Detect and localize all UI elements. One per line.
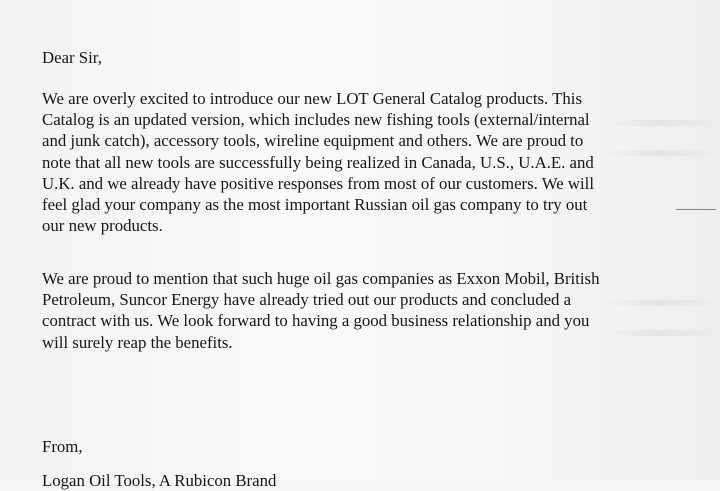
letter-signature: Logan Oil Tools, A Rubicon Brand (42, 471, 277, 490)
paragraph-2-line: contract with us. We look forward to having a good business relationship and you (42, 311, 590, 331)
paragraph-1-line: U.K. and we already have positive responses from most of our customers. We will (42, 173, 594, 193)
paragraph-2-line: will surely reap the benefits. (42, 332, 233, 352)
paragraph-1-line: note that all new tools are successfully being realized in Canada, U.S., U.A.E. and (42, 152, 594, 172)
paragraph-1-line: our new products. (42, 216, 163, 236)
letter-paragraph-2 (42, 268, 702, 353)
paragraph-1-line: Catalog is an updated version, which includes new fishing tools (external/internal (42, 110, 590, 130)
paragraph-1-line: feel glad your company as the most important Russian oil gas company to try out (42, 195, 588, 215)
paragraph-2-line: Petroleum, Suncor Energy have already tried out our products and concluded a (42, 290, 572, 310)
paragraph-1-line: We are overly excited to introduce our new LOT General Catalog products. This (42, 89, 582, 108)
letter-salutation: Dear Sir, (42, 48, 102, 67)
letter-closing: From, (42, 437, 83, 456)
paragraph-1-line: and junk catch), accessory tools, wireline equipment and others. We are proud to (42, 131, 584, 151)
paragraph-2-line: We are proud to mention that such huge oil gas companies as Exxon Mobil, British (42, 269, 600, 288)
letter-paragraph-1 (42, 88, 702, 236)
